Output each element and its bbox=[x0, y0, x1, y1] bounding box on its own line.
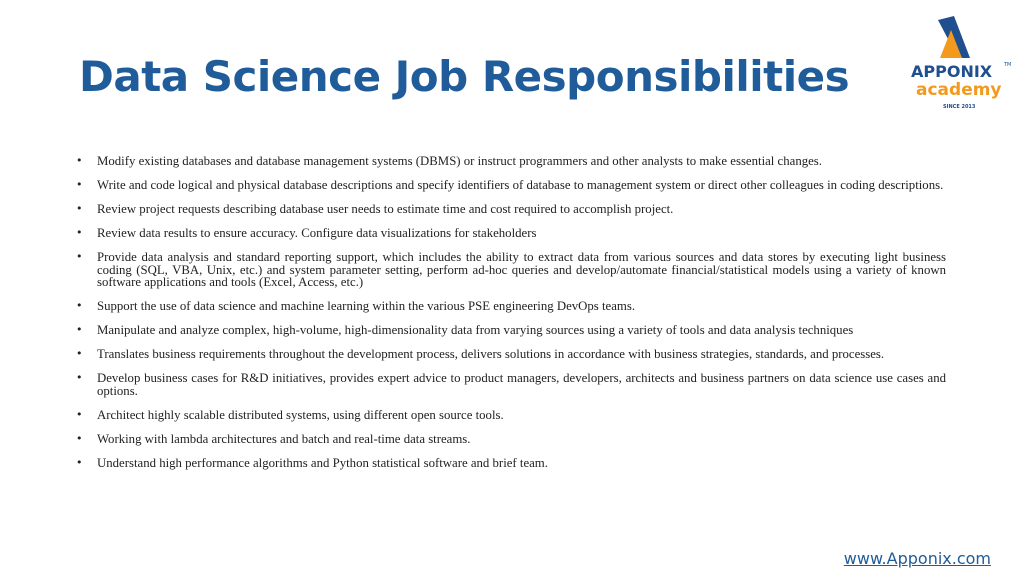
logo-graphic bbox=[906, 14, 1016, 114]
list-item bbox=[76, 457, 946, 470]
bullet-icon: • bbox=[76, 431, 83, 445]
list-item bbox=[76, 409, 946, 422]
list-item-text: Support the use of data science and machine learning within the various PSE engineering DevOps teams. bbox=[97, 299, 636, 314]
bullet-icon: • bbox=[76, 154, 83, 167]
bullet-icon: • bbox=[76, 371, 83, 385]
bullet-icon: • bbox=[76, 177, 83, 191]
list-item-text: Review project requests describing database user needs to estimate time and cost required to accomplish project. bbox=[97, 201, 674, 216]
list-item bbox=[76, 324, 946, 337]
list-item-text: Manipulate and analyze complex, high-volume, high-dimensionality data from varying sources using a variety of tools and data analysis techniques bbox=[97, 323, 854, 338]
list-item-text: Working with lambda architectures and batch and real-time data streams. bbox=[97, 431, 471, 446]
logo-brand-text: APPONIX bbox=[911, 62, 993, 81]
list-item bbox=[76, 227, 946, 240]
apponix-academy-logo bbox=[906, 14, 1016, 114]
list-item bbox=[76, 251, 946, 289]
list-item bbox=[76, 372, 946, 397]
list-item bbox=[76, 433, 946, 446]
bullet-icon: • bbox=[76, 225, 83, 239]
bullet-icon: • bbox=[76, 407, 83, 421]
website-link[interactable]: www.Apponix.com bbox=[843, 549, 991, 568]
list-item-text: Architect highly scalable distributed systems, using different open source tools. bbox=[97, 407, 504, 422]
list-item-text: Modify existing databases and database management systems (DBMS) or instruct programmers and other analysts to make essential changes. bbox=[97, 154, 822, 168]
list-item bbox=[76, 179, 946, 192]
slide-title: Data Science Job Responsibilities bbox=[79, 52, 850, 101]
bullet-icon: • bbox=[76, 323, 83, 337]
list-item bbox=[76, 155, 946, 168]
list-item-text: Review data results to ensure accuracy. Configure data visualizations for stakeholders bbox=[97, 225, 537, 240]
list-item-text: Understand high performance algorithms and Python statistical software and brief team. bbox=[97, 455, 548, 470]
bullet-icon: • bbox=[76, 299, 83, 313]
bullet-icon: • bbox=[76, 201, 83, 215]
list-item bbox=[76, 300, 946, 313]
list-item-text: Write and code logical and physical database descriptions and specify identifiers of database to management system or direct other colleagues in coding descriptions. bbox=[97, 177, 944, 192]
bullet-icon: • bbox=[76, 347, 83, 361]
list-item bbox=[76, 348, 946, 361]
logo-since-text: SINCE 2013 bbox=[943, 104, 976, 110]
logo-tagline-text: academy bbox=[916, 80, 1002, 100]
logo-tm-text: TM bbox=[1004, 62, 1012, 68]
list-item-text: Provide data analysis and standard reporting support, which includes the ability to extract data from various sources and data stores by executing light business coding (SQL, VBA, Unix, etc.) and system parameter setting, perform ad-hoc queries and develop/automate financial/statistical models using a variety of known software applications and tools (Excel, Access, etc.) bbox=[97, 249, 946, 290]
list-item-text: Develop business cases for R&D initiatives, provides expert advice to product managers, developers, architects and business partners on data science use cases and options. bbox=[97, 371, 946, 398]
list-item bbox=[76, 203, 946, 216]
bullet-icon: • bbox=[76, 249, 83, 263]
list-item-text: Translates business requirements throughout the development process, delivers solutions in accordance with business strategies, standards, and processes. bbox=[97, 347, 885, 362]
responsibilities-list bbox=[76, 155, 946, 481]
bullet-icon: • bbox=[76, 455, 83, 469]
